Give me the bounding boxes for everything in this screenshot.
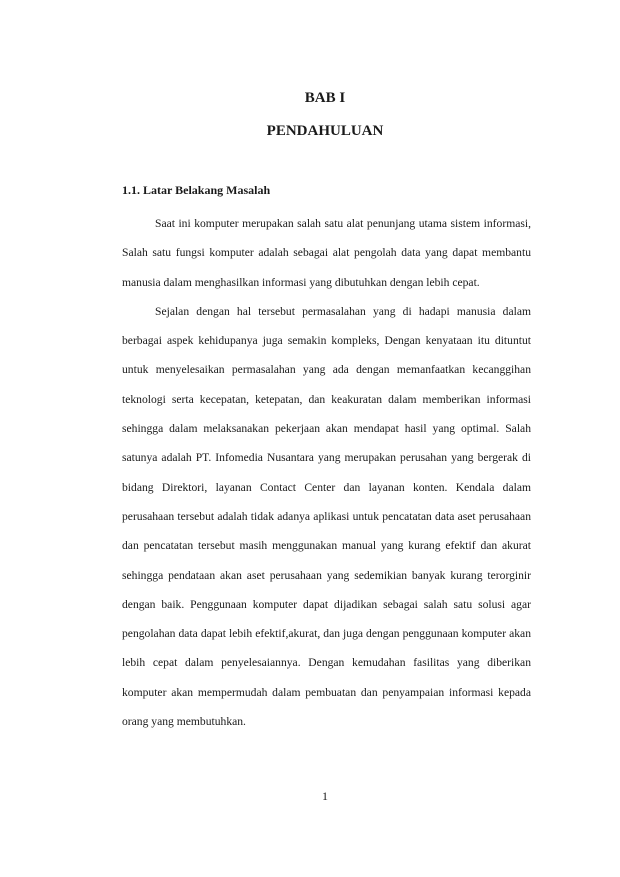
- paragraph: Saat ini komputer merupakan salah satu alat penunjang utama sistem informasi, Salah satu fungsi komputer adalah sebagai alat pengolah data yang dapat membantu manusia dalam menghasilkan informasi yang dibutuhkan dengan lebih cepat.: [122, 217, 531, 289]
- chapter-title: PENDAHULUAN: [266, 123, 384, 139]
- section-heading: 1.1. Latar Belakang Masalah: [122, 183, 271, 197]
- chapter-number: BAB I: [304, 90, 346, 106]
- paragraph: Sejalan dengan hal tersebut permasalahan yang di hadapi manusia dalam berbagai aspek kehidupanya juga semakin kompleks, Dengan kenyataan itu dituntut untuk menyelesaikan permasalahan yang ada dengan memanfaatkan kecanggihan teknologi serta kecepatan, ketepatan, dan keakuratan dalam memberikan informasi sehingga dalam melaksanakan pekerjaan akan mendapat hasil yang optimal. Salah satunya adalah PT. Infomedia Nusantara yang merupakan perusahan yang bergerak di bidang Direktori, layanan Contact Center dan layanan konten. Kendala dalam perusahaan tersebut adalah tidak adanya aplikasi untuk pencatatan data aset perusahaan dan pencatatan tersebut masih menggunakan manual yang kurang efektif dan akurat sehingga pendataan akan aset perusahaan yang sedemikian banyak kurang terorginir dengan baik. Penggunaan komputer dapat dijadikan sebagai salah satu solusi agar pengolahan data dapat lebih efektif,akurat, dan juga dengan penggunaan komputer akan lebih cepat dalam penyelesaiannya. Dengan kemudahan fasilitas yang diberikan komputer akan mempermudah dalam pembuatan dan penyampaian informasi kepada orang yang membutuhkan.: [122, 304, 531, 729]
- section-body: [122, 209, 531, 736]
- page-number: 1: [322, 789, 328, 803]
